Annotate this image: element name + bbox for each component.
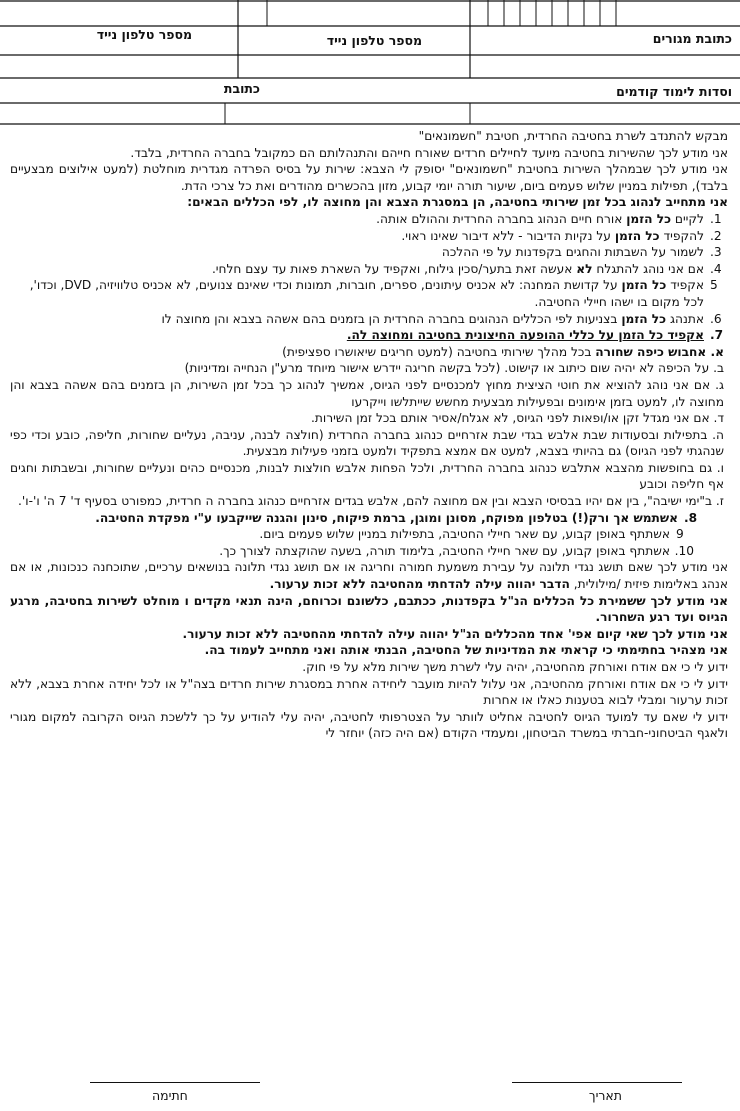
date-line xyxy=(512,1082,682,1083)
rule-item xyxy=(10,244,728,261)
subitem-a: א. אחבוש כיפה שחורה בכל מהלך שירותי בחטיבה (למעט חריגים שיאושרו ספציפית) xyxy=(282,344,724,359)
rule-number: 10. xyxy=(674,543,694,558)
subitem-f: ו. גם בחופשות מהצבא אתלבש כנהוג בחברה החרדית, ולכל הפחות אלבש חולצות לבנות, מכנסיים כהים ונעליים שחורות, ובשבתות וחגים אף חליפה וכובע xyxy=(10,460,724,492)
services-list: : שירות על בסיס הפרדה מגדרית מוחלטת (למעט אילוצים מבצעיים בלבד), תפילות במניין שלוש פעמים ביום, שיעור תורה יומי קבוע, מזון בהכשרים מהודרים ואת כל צרכי הדת. xyxy=(10,162,728,193)
subitem-c: ג. אם אני נוהג להוציא את חוטי הציצית מחוץ למכנסיים לפני הגיוס, אמשיך לנהוג כך בכל זמן השירות, הן בזמנים בהם אשהה בצבא והן מחוצה לו, למעט בזמן אימונים ובפעילות מבצעית מחשש שייתלשו וייקרעו xyxy=(10,377,724,409)
subitem-g: ז. ב"ימי ישיבה", בין אם יהיו בבסיסי הצבא ובין אם מחוצה להם, אלבש בגדים אזרחיים כנהוג בחברה ה חרדית, כמפורט בסעיף ד' 7 ה' ו'-ו'. xyxy=(18,494,724,509)
rule-item xyxy=(10,261,728,278)
torah-rule-text: אשתתף באופן קבוע, עם שאר חיילי החטיבה, בלימוד תורה, בשעה שהוקצתה לצורך כך. xyxy=(219,543,670,558)
dress-code-subitems xyxy=(10,344,724,510)
rule-number: 7. xyxy=(710,328,724,343)
mobile-phone-label: מספר טלפון נייד xyxy=(326,33,422,48)
declaration-paragraph: אני מצהיר בחתימתי כי קראתי את המדיניות של החטיבה, הבנתי אותה ואני מתחייב לעמוד בה. xyxy=(204,643,728,658)
signature-line xyxy=(90,1082,260,1083)
rule-number: 8. xyxy=(684,510,698,525)
rule-number: 5 xyxy=(710,278,718,293)
withdrawal-paragraph: ידוע לי שאם עד למועד הגיוס לחטיבה אחליט לוותר על הצטרפותי לחטיבה, יהיה עלי להודיע על כך ללשכת הגיוס הקרובה למקום מגורי ולאגף הביטחוני-חברתי במשרד הביטחון, ומעמדי הקודם (אם היה כזה) יוחזר לי xyxy=(10,709,728,741)
rule-text: להקפיד כל הזמן על נקיות הדיבור - ללא דיבור שאינו ראוי. xyxy=(401,228,704,243)
mobile-phone-label-2: מספר טלפון נייד xyxy=(96,27,192,42)
discipline-paragraph: אני מודע לכך שאם תושג נגדי תלונה על עבירת משמעת חמורה וחריגה או אם תושג נגדי תלונה בנושאים ערכיים, שתוכחנה כנכונות, או אם אנהג באלימות פיזית /מילולית, הדבר יהווה עילה להדחתי מהחטיבה ללא זכות ערעור. xyxy=(10,560,728,592)
intro-paragraph: אני מודע לכך שהשירות בחטיבה מיועד לחיילים חרדים שאורח חייהם והתנהלותם הם כמקובל בחברה החרדית, בלבד. xyxy=(130,145,728,160)
service-length-paragraph: ידוע לי כי אם אודח ואורחק מהחטיבה, יהיה עלי לשרת משך שירות מלא על פי חוק. xyxy=(302,660,728,674)
residential-address-label: כתובת מגורים xyxy=(652,31,732,46)
rule-text: אתנהג כל הזמן בצניעות לפי הכללים הנהוגים בחברה החרדית הן בזמנים בהם אשהה בצבא והן מחוצה לו xyxy=(161,311,704,326)
services-lead: אני מודע לכך שבמהלך השירות בחטיבת "חשמונאים" יסופק לי הצבא xyxy=(364,162,728,177)
rule-item xyxy=(10,211,728,228)
rule-text: לשמור על השבתות והחגים בקפדנות על פי ההלכה xyxy=(441,245,704,260)
rule-number: 6. xyxy=(710,311,722,326)
dismissal-paragraph: אני מודע לכך שאי קיום אפי' אחד מהכללים הנ"ל יהווה עילה להדחתי מהחטיבה ללא זכות ערעור. xyxy=(182,626,728,641)
prior-studies-label: וסדות לימוד קודמים xyxy=(616,84,732,99)
rule-text: אם אני נוהג להתגלח לא אעשה זאת בתער/סכין גילוח, ואקפיד על השארת פאות עד עצם חלחי. xyxy=(211,261,704,276)
rule-text: לקיים כל הזמן אורח חיים הנהוג בחברה החרדית וההולם אותה. xyxy=(376,211,704,226)
address-label: כתובת xyxy=(223,81,260,96)
services-paragraph xyxy=(10,161,728,194)
intro-line: מבקש להתנדב לשרת בחטיבה החרדית, חטיבת "חשמונאים" xyxy=(418,129,728,143)
rule-number: 4. xyxy=(710,261,722,276)
rule-item xyxy=(10,311,728,328)
form-grid xyxy=(0,0,740,128)
rule-number: 9 xyxy=(676,527,684,542)
rule-item xyxy=(10,327,728,344)
rule-number: 2. xyxy=(710,228,722,243)
signature-label: חתימה xyxy=(152,1088,188,1103)
rule-text: אקפיד כל הזמן על קדושת המחנה: לא אכניס עיתונים, ספרים, חוברות, תמונות וכדי שאינם צנועים, לא אכניס טלוויזיה, DVD, וכדו', לכל מקום בו ישהו חיילי החטיבה. xyxy=(29,278,704,309)
subitem-d: ד. אם אני מגדל זקן או/ופאות לפני הגיוס, לא אגלח/אסיר אותם בכל זמן השירות. xyxy=(311,411,724,426)
rule-item xyxy=(10,526,728,543)
subitem-e: ה. בתפילות ובסעודות שבת אלבש בגדי שבת אזרחיים כנהוג בחברה החרדית (חולצה לבנה, עניבה, נעליים שחורות, חליפה, כובע וכדי כפי שנהגתי לפני הגיוס) גם בהיותי בצבא, למעט אם אמצא בתפקיד ולמעט בזמני פעילות מבצעית. xyxy=(10,427,724,459)
rule-number: 3. xyxy=(710,245,722,260)
commitment-heading: אני מתחייב לנהוג בכל זמן שירותי בחטיבה, הן במסגרת הצבא והן מחוצה לו, לפי הכללים הבאים: xyxy=(187,195,728,210)
rule-item xyxy=(10,510,728,527)
rule-item xyxy=(10,277,728,310)
commitment-body xyxy=(10,128,728,742)
phone-rule-text: אשתמש אך ורק(!) בטלפון מפוקח, מסונן ומוגן, ברמת פיקוח, סינון והגנה שייקבעו ע"י מפקדת החטיבה. xyxy=(95,510,678,525)
conditions-paragraph: אני מודע לכך ששמירת כל הכללים הנ"ל בקפדנות, ככתבם, כלשונם וכרוחם, הינה תנאי מקדים ו מוחלט לשירות בחטיבה, מרגע הגיוס ועד רגע השחרור. xyxy=(10,593,728,625)
rule-number: 1. xyxy=(710,211,722,226)
rule-item xyxy=(10,228,728,245)
transfer-paragraph: ידוע לי כי אם אודח ואורחק מהחטיבה, אני עלול להיות מועבר ליחידה אחרת במסגרת שירות חרדים בצה"ל או לכל יחידה אחרת בצבא, ללא זכות ערעור ומבלי לבוא בטענות כאלו או אחרות xyxy=(10,676,728,708)
subitem-b: ב. על הכיפה לא יהיה שום כיתוב או קישוט. (לכל בקשה חריגה יידרש אישור מיוחד מרע"ן הנחייה ומדיניות) xyxy=(184,361,724,376)
rule-item xyxy=(10,543,728,560)
prayer-rule-text: אשתתף באופן קבוע, עם שאר חיילי החטיבה, בתפילות במניין שלוש פעמים ביום. xyxy=(259,527,670,542)
date-label: תאריך xyxy=(588,1088,622,1103)
dress-code-title: אקפיד כל הזמן על כללי ההופעה החיצונית בחטיבה ומחוצה לה. xyxy=(346,328,704,343)
